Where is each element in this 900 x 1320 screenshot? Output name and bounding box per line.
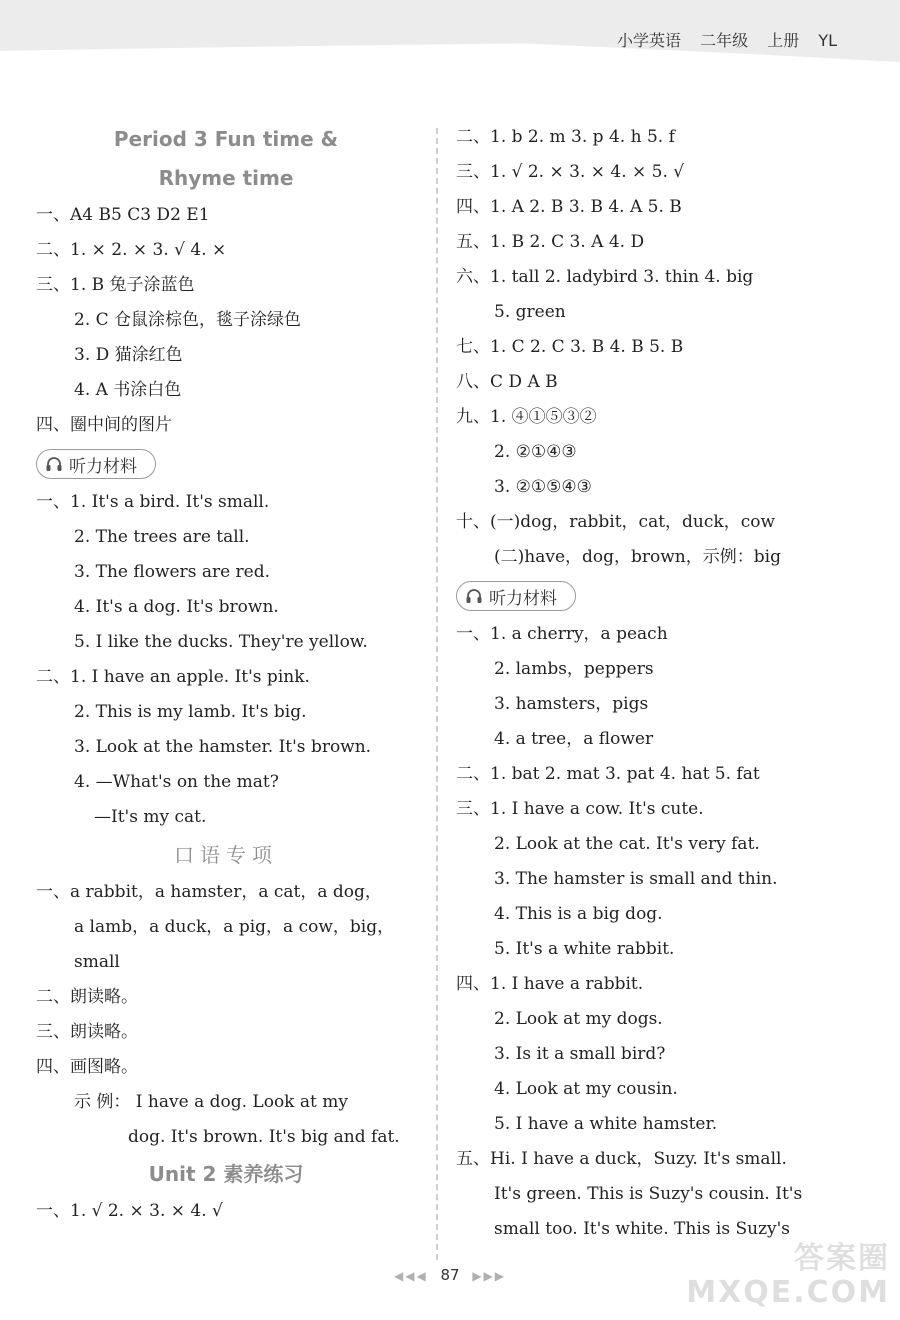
transcript-line: 2. Look at my dogs. (494, 1009, 663, 1029)
header-edition: YL (818, 31, 838, 50)
transcript-line: 3. The hamster is small and thin. (494, 869, 778, 889)
listening-tag (36, 449, 156, 479)
unit-title: Unit 2 素养练习 (148, 1162, 304, 1186)
transcript-line: It's green. This is Suzy's cousin. It's (494, 1184, 803, 1204)
transcript-line: 一、1. It's a bird. It's small. (36, 492, 270, 512)
transcript-line: 二、1. I have an apple. It's pink. (36, 667, 310, 687)
answer-line: 2. C 仓鼠涂棕色，毯子涂绿色 (74, 310, 302, 330)
oral-line: 二、朗读略。 (36, 987, 138, 1007)
answer-line: 3. D 猫涂红色 (74, 345, 183, 365)
transcript-line: 2. The trees are tall. (74, 527, 250, 547)
watermark-line1: 答案圈 (794, 1241, 890, 1276)
oral-line: a lamb，a duck，a pig，a cow，big， (74, 917, 395, 937)
transcript-line: 三、1. I have a cow. It's cute. (456, 799, 704, 819)
answer-line: 一、A4 B5 C3 D2 E1 (36, 205, 210, 225)
header-info (617, 28, 851, 51)
answer-line: 三、1. √ 2. × 3. × 4. × 5. √ (456, 162, 685, 182)
transcript-line: 5. I like the ducks. They're yellow. (74, 632, 368, 652)
transcript-line: 一、1. a cherry，a peach (456, 624, 668, 644)
watermark (686, 1242, 890, 1310)
answer-line: 八、C D A B (456, 372, 558, 392)
answer-line: 二、1. b 2. m 3. p 4. h 5. f (456, 127, 675, 147)
watermark-line2: MXQE.COM (686, 1275, 890, 1310)
oral-line: 一、a rabbit，a hamster，a cat，a dog， (36, 882, 382, 902)
left-arrows-icon: ◀◀◀ (393, 1269, 428, 1283)
oral-line: 四、画图略。 (36, 1057, 138, 1077)
transcript-line: 2. This is my lamb. It's big. (74, 702, 307, 722)
transcript-line: 4. This is a big dog. (494, 904, 663, 924)
answer-line: 七、1. C 2. C 3. B 4. B 5. B (456, 337, 684, 357)
transcript-line: 4. Look at my cousin. (494, 1079, 678, 1099)
headphones-icon (45, 456, 63, 472)
transcript-line: 5. It's a white rabbit. (494, 939, 675, 959)
oral-section-title: 口语专项 (174, 843, 278, 867)
answer-line: 一、1. √ 2. × 3. × 4. √ (36, 1201, 223, 1221)
header-subject: 小学英语 (617, 31, 682, 50)
transcript-line: 4. —What's on the mat? (74, 772, 279, 792)
answer-line: 3. ②①⑤④③ (494, 477, 592, 497)
transcript-line: 二、1. bat 2. mat 3. pat 4. hat 5. fat (456, 764, 760, 784)
answer-line: 5. green (494, 302, 566, 322)
oral-line: dog. It's brown. It's big and fat. (128, 1127, 400, 1147)
transcript-line: 2. lambs，peppers (494, 659, 654, 679)
oral-line: small (74, 952, 120, 972)
transcript-line: 四、1. I have a rabbit. (456, 974, 644, 994)
transcript-line: 3. Is it a small bird? (494, 1044, 666, 1064)
answer-line: (二)have，dog，brown，示例：big (494, 547, 781, 567)
transcript-line: 2. Look at the cat. It's very fat. (494, 834, 760, 854)
oral-line: 三、朗读略。 (36, 1022, 138, 1042)
answer-line: 四、圈中间的图片 (36, 415, 172, 435)
answer-line: 四、1. A 2. B 3. B 4. A 5. B (456, 197, 682, 217)
answer-line: 4. A 书涂白色 (74, 380, 182, 400)
answer-line: 2. ②①④③ (494, 442, 577, 462)
header-volume: 上册 (767, 31, 800, 50)
period-title-line2: Rhyme time (158, 166, 294, 190)
period-title-line1: Period 3 Fun time & (113, 127, 339, 151)
listening-tag-label: 听力材料 (69, 456, 137, 477)
oral-line: 示 例： I have a dog. Look at my (74, 1092, 348, 1112)
transcript-line: 五、Hi. I have a duck，Suzy. It's small. (456, 1149, 787, 1169)
transcript-line: 3. The flowers are red. (74, 562, 271, 582)
transcript-line: small too. It's white. This is Suzy's (494, 1219, 791, 1239)
answer-line: 九、1. ④①⑤③② (456, 407, 597, 427)
transcript-line: 4. It's a dog. It's brown. (74, 597, 279, 617)
transcript-line: 5. I have a white hamster. (494, 1114, 718, 1134)
header-grade: 二年级 (700, 31, 749, 50)
right-arrows-icon: ▶▶▶ (472, 1269, 507, 1283)
transcript-line: 3. hamsters，pigs (494, 694, 649, 714)
headphones-icon (465, 588, 483, 604)
answer-line: 六、1. tall 2. ladybird 3. thin 4. big (456, 267, 754, 287)
left-column (36, 120, 416, 1229)
answer-line: 五、1. B 2. C 3. A 4. D (456, 232, 645, 252)
right-column (456, 120, 876, 1247)
transcript-line: —It's my cat. (94, 807, 207, 827)
column-divider (436, 128, 438, 1260)
answer-line: 三、1. B 兔子涂蓝色 (36, 275, 195, 295)
transcript-line: 4. a tree，a flower (494, 729, 654, 749)
answer-line: 十、(一)dog，rabbit，cat，duck，cow (456, 512, 776, 532)
listening-tag (456, 581, 576, 611)
page-number: 87 (440, 1266, 460, 1284)
listening-tag-label: 听力材料 (489, 588, 557, 609)
answer-line: 二、1. × 2. × 3. √ 4. × (36, 240, 227, 260)
transcript-line: 3. Look at the hamster. It's brown. (74, 737, 372, 757)
